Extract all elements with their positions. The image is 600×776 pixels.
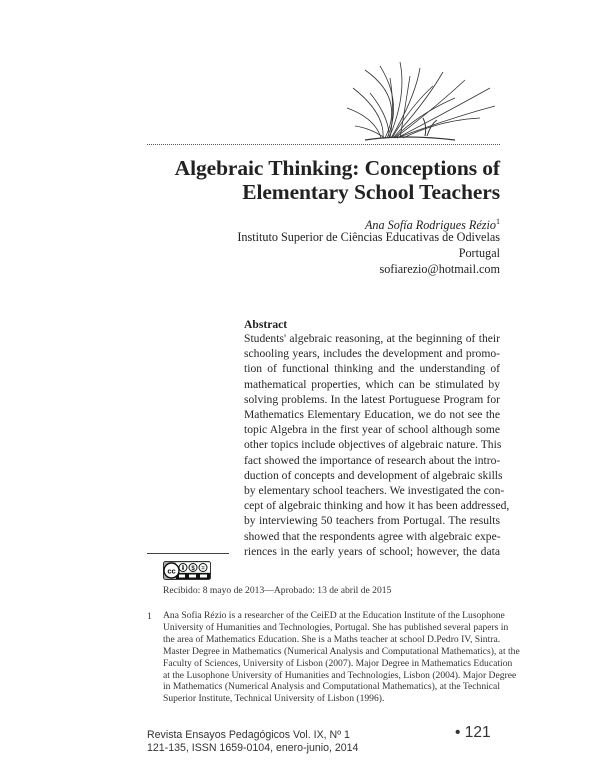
abstract-line: showed that the respondents agree with algebraic expe- [244, 529, 501, 543]
abstract-line: by interviewing 50 teachers from Portugal. The results [244, 514, 500, 528]
grass-logo-icon [345, 58, 500, 148]
creative-commons-license-icon[interactable] [163, 561, 211, 580]
abstract-line: topic Algebra in the first year of school although some [244, 423, 500, 437]
svg-text:=: = [201, 565, 205, 572]
abstract-line: tion of functional thinking and the understanding of [244, 362, 500, 376]
title-divider [147, 144, 500, 145]
abstract-line: cept of algebraic thinking and how it has been addressed, [244, 499, 510, 513]
footnote-line: University of Humanities and Technologies, Portugal. She has published several papers in [163, 621, 509, 633]
abstract-line: Students' algebraic reasoning, at the beginning of their [244, 332, 500, 345]
title-line-2: Elementary School Teachers [242, 180, 500, 204]
abstract-line: fact showed the importance of research about the intro- [244, 453, 501, 467]
page-number: • 121 [455, 724, 491, 741]
footnote-line: the area of Mathematics Education. She is a Maths teacher at school D.Pedro IV, Sintra. [163, 633, 501, 645]
footnote-line: Superior Institute, Technical University of Lisbon (1996). [163, 693, 385, 705]
footnote-number: 1 [147, 611, 152, 622]
author-institution: Instituto Superior de Ciências Educativas de Odivelas [237, 230, 500, 244]
abstract-line: Mathematics Elementary Education, we do not see the [244, 408, 500, 422]
abstract-line: by elementary school teachers. We investigated the con- [244, 484, 505, 498]
footnote-line: Master Degree in Mathematics (Numerical Analysis and Computational Mathematics), at the [163, 645, 520, 657]
abstract-line: duction of concepts and development of algebraic skills [244, 468, 503, 482]
footnote-separator [147, 553, 229, 554]
abstract-body [244, 331, 510, 559]
author-country: Portugal [458, 246, 500, 260]
footnote-line: in Mathematics (Numerical Analysis and Computational Mathematics), at the Technical [163, 681, 500, 693]
received-approved-dates: Recibido: 8 mayo de 2013—Aprobado: 13 de abril de 2015 [163, 585, 392, 596]
author-footnote-marker: 1 [496, 217, 500, 226]
abstract-line: riences in the early years of school; however, the data [244, 544, 500, 558]
title-line-1: Algebraic Thinking: Conceptions of [174, 156, 500, 180]
footnote-line: Faculty of Sciences, University of Lisbon (2007). Major Degree in Mathematics Education [163, 657, 513, 669]
svg-text:$: $ [191, 565, 195, 572]
author-email: sofiarezio@hotmail.com [379, 262, 500, 276]
abstract-heading: Abstract [244, 318, 288, 331]
article-title [140, 156, 500, 204]
svg-text:cc: cc [167, 566, 176, 576]
journal-line-2: 121-135, ISSN 1659-0104, enero-junio, 2014 [147, 742, 359, 754]
footnote-line: Ana Sofia Rézio is a researcher of the CeiED at the Education Institute of the Lusophone [163, 610, 505, 621]
journal-citation [147, 729, 358, 755]
abstract-line: solving problems. In the latest Portuguese Program for [244, 392, 500, 406]
abstract-line: mathematical properties, which can be stimulated by [244, 377, 500, 391]
footnote-line: at the Lusophone University of Humanities and Technologies, Lisbon (2004). Major Degree [163, 669, 517, 681]
author-footnote [163, 610, 520, 705]
abstract-line: schooling years, includes the development and promo- [244, 347, 500, 361]
author-name-text: Ana Sofía Rodrigues Rézio [364, 218, 496, 232]
abstract-line: other topics include objectives of algebraic nature. This [244, 438, 502, 452]
journal-line-1: Revista Ensayos Pedagógicos Vol. IX, Nº 1 [147, 729, 350, 741]
